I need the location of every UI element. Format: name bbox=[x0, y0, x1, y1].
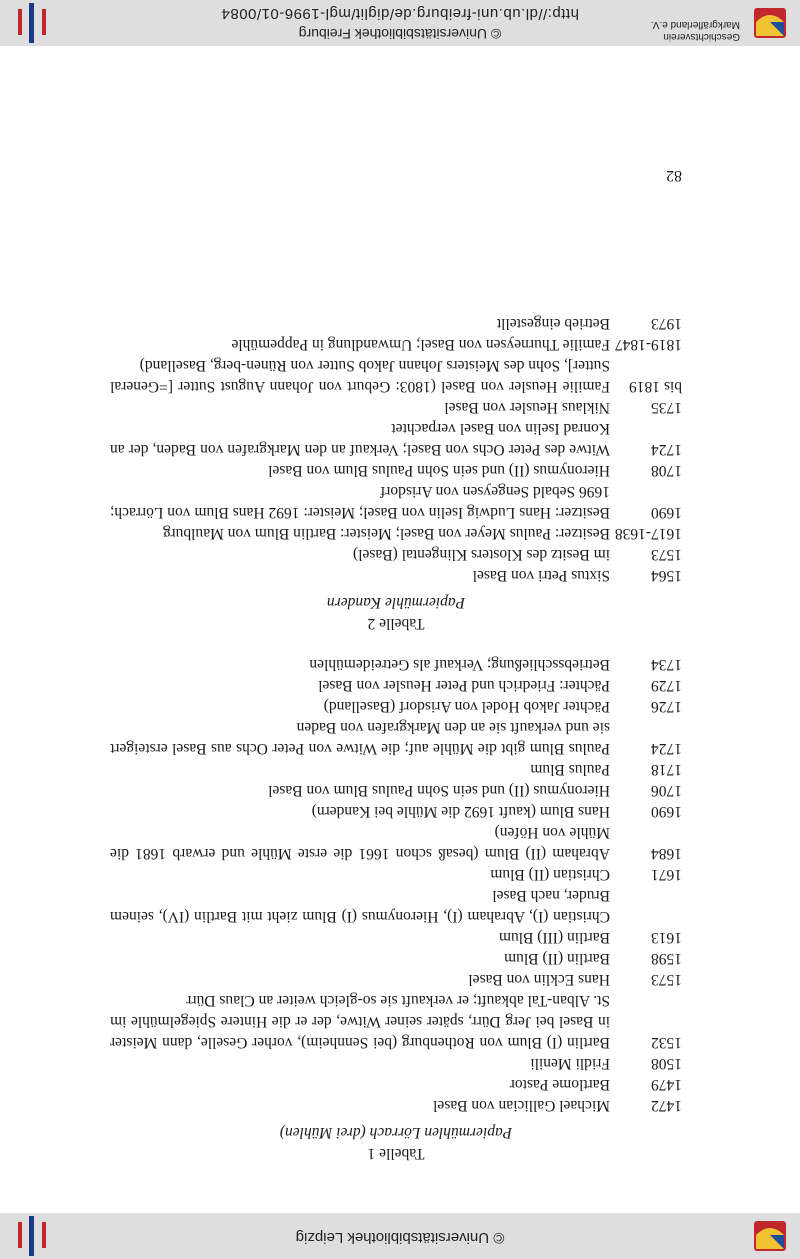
row-year: 1724 bbox=[651, 441, 682, 458]
header-copyright: © Universitätsbibliothek Freiburg bbox=[298, 26, 502, 42]
table-row bbox=[110, 523, 682, 544]
table-row bbox=[110, 1053, 682, 1074]
table-row bbox=[110, 460, 682, 481]
ub-logo-icon bbox=[14, 3, 48, 43]
table-row bbox=[110, 864, 682, 885]
row-year: 1598 bbox=[651, 950, 682, 967]
row-text: Familie Thurneysen von Basel; Umwandlung in Pappemühle bbox=[231, 336, 610, 353]
header-bar bbox=[0, 0, 800, 46]
row-year: bis 1819 bbox=[629, 378, 682, 395]
row-text: Bartlome Pastor bbox=[509, 1076, 610, 1093]
row-year: 1724 bbox=[651, 740, 682, 757]
row-text: Pächter: Friedrich und Peter Heusler von Basel bbox=[318, 677, 610, 694]
ub-logo-icon bbox=[14, 1216, 48, 1256]
table-row bbox=[110, 334, 682, 355]
row-year: 1729 bbox=[651, 677, 682, 694]
row-year: 1819-1847 bbox=[614, 336, 682, 353]
row-year: 1718 bbox=[651, 761, 682, 778]
table-row bbox=[110, 418, 682, 460]
table-row bbox=[110, 780, 682, 801]
row-text: Abraham (II) Blum (besaß schon 1661 die erste Mühle und erwarb 1681 die Mühle von Höfen) bbox=[110, 824, 610, 862]
row-text: Familie Heusler von Basel (1803: Geburt von Johann August Sutter [=General Sutter], Sohn des Meisters Johann Jakob Sutter von Rünen-berg, Baselland) bbox=[110, 357, 610, 395]
row-text: im Besitz des Klosters Klingental (Basel) bbox=[353, 546, 610, 563]
page-content bbox=[110, 313, 682, 1164]
row-text: Besitzer: Paulus Meyer von Basel; Meister: Bartlin Blum von Maulburg bbox=[162, 525, 610, 542]
row-text: Witwe des Peter Ochs von Basel; Verkauf an den Markgrafen von Baden, der an Konrad Iselin von Basel verpachtet bbox=[110, 420, 610, 458]
table-row bbox=[110, 675, 682, 696]
table-row bbox=[110, 717, 682, 759]
table-row bbox=[110, 927, 682, 948]
row-year: 1708 bbox=[651, 462, 682, 479]
row-year: 1690 bbox=[651, 803, 682, 820]
row-text: Michael Gallician von Basel bbox=[433, 1097, 610, 1114]
row-text: Sixtus Petri von Basel bbox=[472, 567, 610, 584]
table-row bbox=[110, 397, 682, 418]
row-year: 1690 bbox=[651, 504, 682, 521]
table-row bbox=[110, 1095, 682, 1116]
row-text: Bartlin (II) Blum bbox=[504, 950, 610, 967]
row-year bbox=[610, 885, 682, 927]
table-row bbox=[110, 759, 682, 780]
tabelle1-caption: Tabelle 1 bbox=[367, 1145, 425, 1162]
permalink[interactable]: http://dl.ub.uni-freiburg.de/diglit/mgl-1996-01/0084 bbox=[221, 5, 579, 22]
tabelle2-table bbox=[110, 313, 682, 586]
row-text: Betriebsschließung; Verkauf als Getreidemühlen bbox=[309, 656, 610, 673]
row-text: Betrieb eingestellt bbox=[496, 315, 610, 332]
row-year: 1613 bbox=[651, 929, 682, 946]
table-row bbox=[110, 355, 682, 397]
row-text: Bartlin (III) Blum bbox=[498, 929, 610, 946]
table-row bbox=[110, 801, 682, 822]
tabelle1-table bbox=[110, 654, 682, 1116]
table-row bbox=[110, 1074, 682, 1095]
row-year: 1706 bbox=[651, 782, 682, 799]
tabelle2-subcaption: Papiermühle Kandern bbox=[326, 594, 466, 611]
row-text: Paulus Blum bbox=[530, 761, 610, 778]
table-row bbox=[110, 654, 682, 675]
row-text: Fridli Menili bbox=[530, 1055, 610, 1072]
row-year: 1617-1638 bbox=[614, 525, 682, 542]
row-text: Bartlin (I) Blum von Rothenburg (bei Sennheim), vorher Geselle, dann Meister in Basel bei Jerg Dürr, später seiner Witwe, der er die Hintere Spiegelmühle im St. Alban-Tal abkauft; er verkauft sie so-gleich weiter an Claus Dürr bbox=[110, 992, 610, 1051]
row-text: Hieronymus (II) und sein Sohn Paulus Blum von Basel bbox=[268, 782, 610, 799]
row-year: 1564 bbox=[651, 567, 682, 584]
row-text: Christian (II) Blum bbox=[490, 866, 610, 883]
table-row bbox=[110, 481, 682, 523]
table-row bbox=[110, 565, 682, 586]
row-year: 1684 bbox=[651, 845, 682, 862]
row-year: 1735 bbox=[651, 399, 682, 416]
footer-copyright: © Universitätsbibliothek Leipzig bbox=[295, 1229, 505, 1246]
page-number: 82 bbox=[666, 167, 682, 184]
tabelle2-caption: Tabelle 2 bbox=[367, 615, 425, 632]
table-row bbox=[110, 313, 682, 334]
table-row bbox=[110, 544, 682, 565]
row-text: Besitzer: Hans Ludwig Iselin von Basel; Meister: 1692 Hans Blum von Lörrach; 1696 Sebald Sengeysen von Arisdorf bbox=[110, 483, 610, 521]
row-text: Christian (I), Abraham (I), Hieronymus (I) Blum zieht mit Bartlin (IV), seinem Bruder, nach Basel bbox=[110, 887, 610, 925]
table-row bbox=[110, 969, 682, 990]
row-text: Hans Blum (kauft 1692 die Mühle bei Kandern) bbox=[311, 803, 610, 820]
row-year: 1472 bbox=[651, 1097, 682, 1114]
table-row bbox=[110, 885, 682, 927]
table-row bbox=[110, 696, 682, 717]
row-text: Niklaus Heusler von Basel bbox=[444, 399, 610, 416]
tabelle1-subcaption: Papiermühlen Lörrach (drei Mühlen) bbox=[279, 1124, 513, 1141]
table-row bbox=[110, 990, 682, 1053]
row-year: 1573 bbox=[651, 546, 682, 563]
row-year: 1734 bbox=[651, 656, 682, 673]
footer-bar bbox=[0, 1213, 800, 1259]
row-year: 1532 bbox=[651, 1034, 682, 1051]
row-year: 1671 bbox=[651, 866, 682, 883]
row-year: 1726 bbox=[651, 698, 682, 715]
org-line1: Geschichtsverein bbox=[663, 31, 740, 42]
row-text: Pächter Jakob Hodel von Arisdorf (Baselland) bbox=[323, 698, 610, 715]
row-year: 1573 bbox=[651, 971, 682, 988]
org-line2: Markgräflerland e.V. bbox=[650, 19, 740, 30]
row-text: Paulus Blum gibt die Mühle auf; die Witwe von Peter Ochs aus Basel ersteigert sie und verkauft sie an den Markgrafen von Baden bbox=[110, 719, 610, 757]
table-row bbox=[110, 948, 682, 969]
row-text: Hieronymus (II) und sein Sohn Paulus Blum von Basel bbox=[268, 462, 610, 479]
row-year: 1479 bbox=[651, 1076, 682, 1093]
row-year: 1508 bbox=[651, 1055, 682, 1072]
table-row bbox=[110, 822, 682, 864]
row-text: Hans Ecklin von Basel bbox=[468, 971, 610, 988]
row-year: 1973 bbox=[651, 315, 682, 332]
